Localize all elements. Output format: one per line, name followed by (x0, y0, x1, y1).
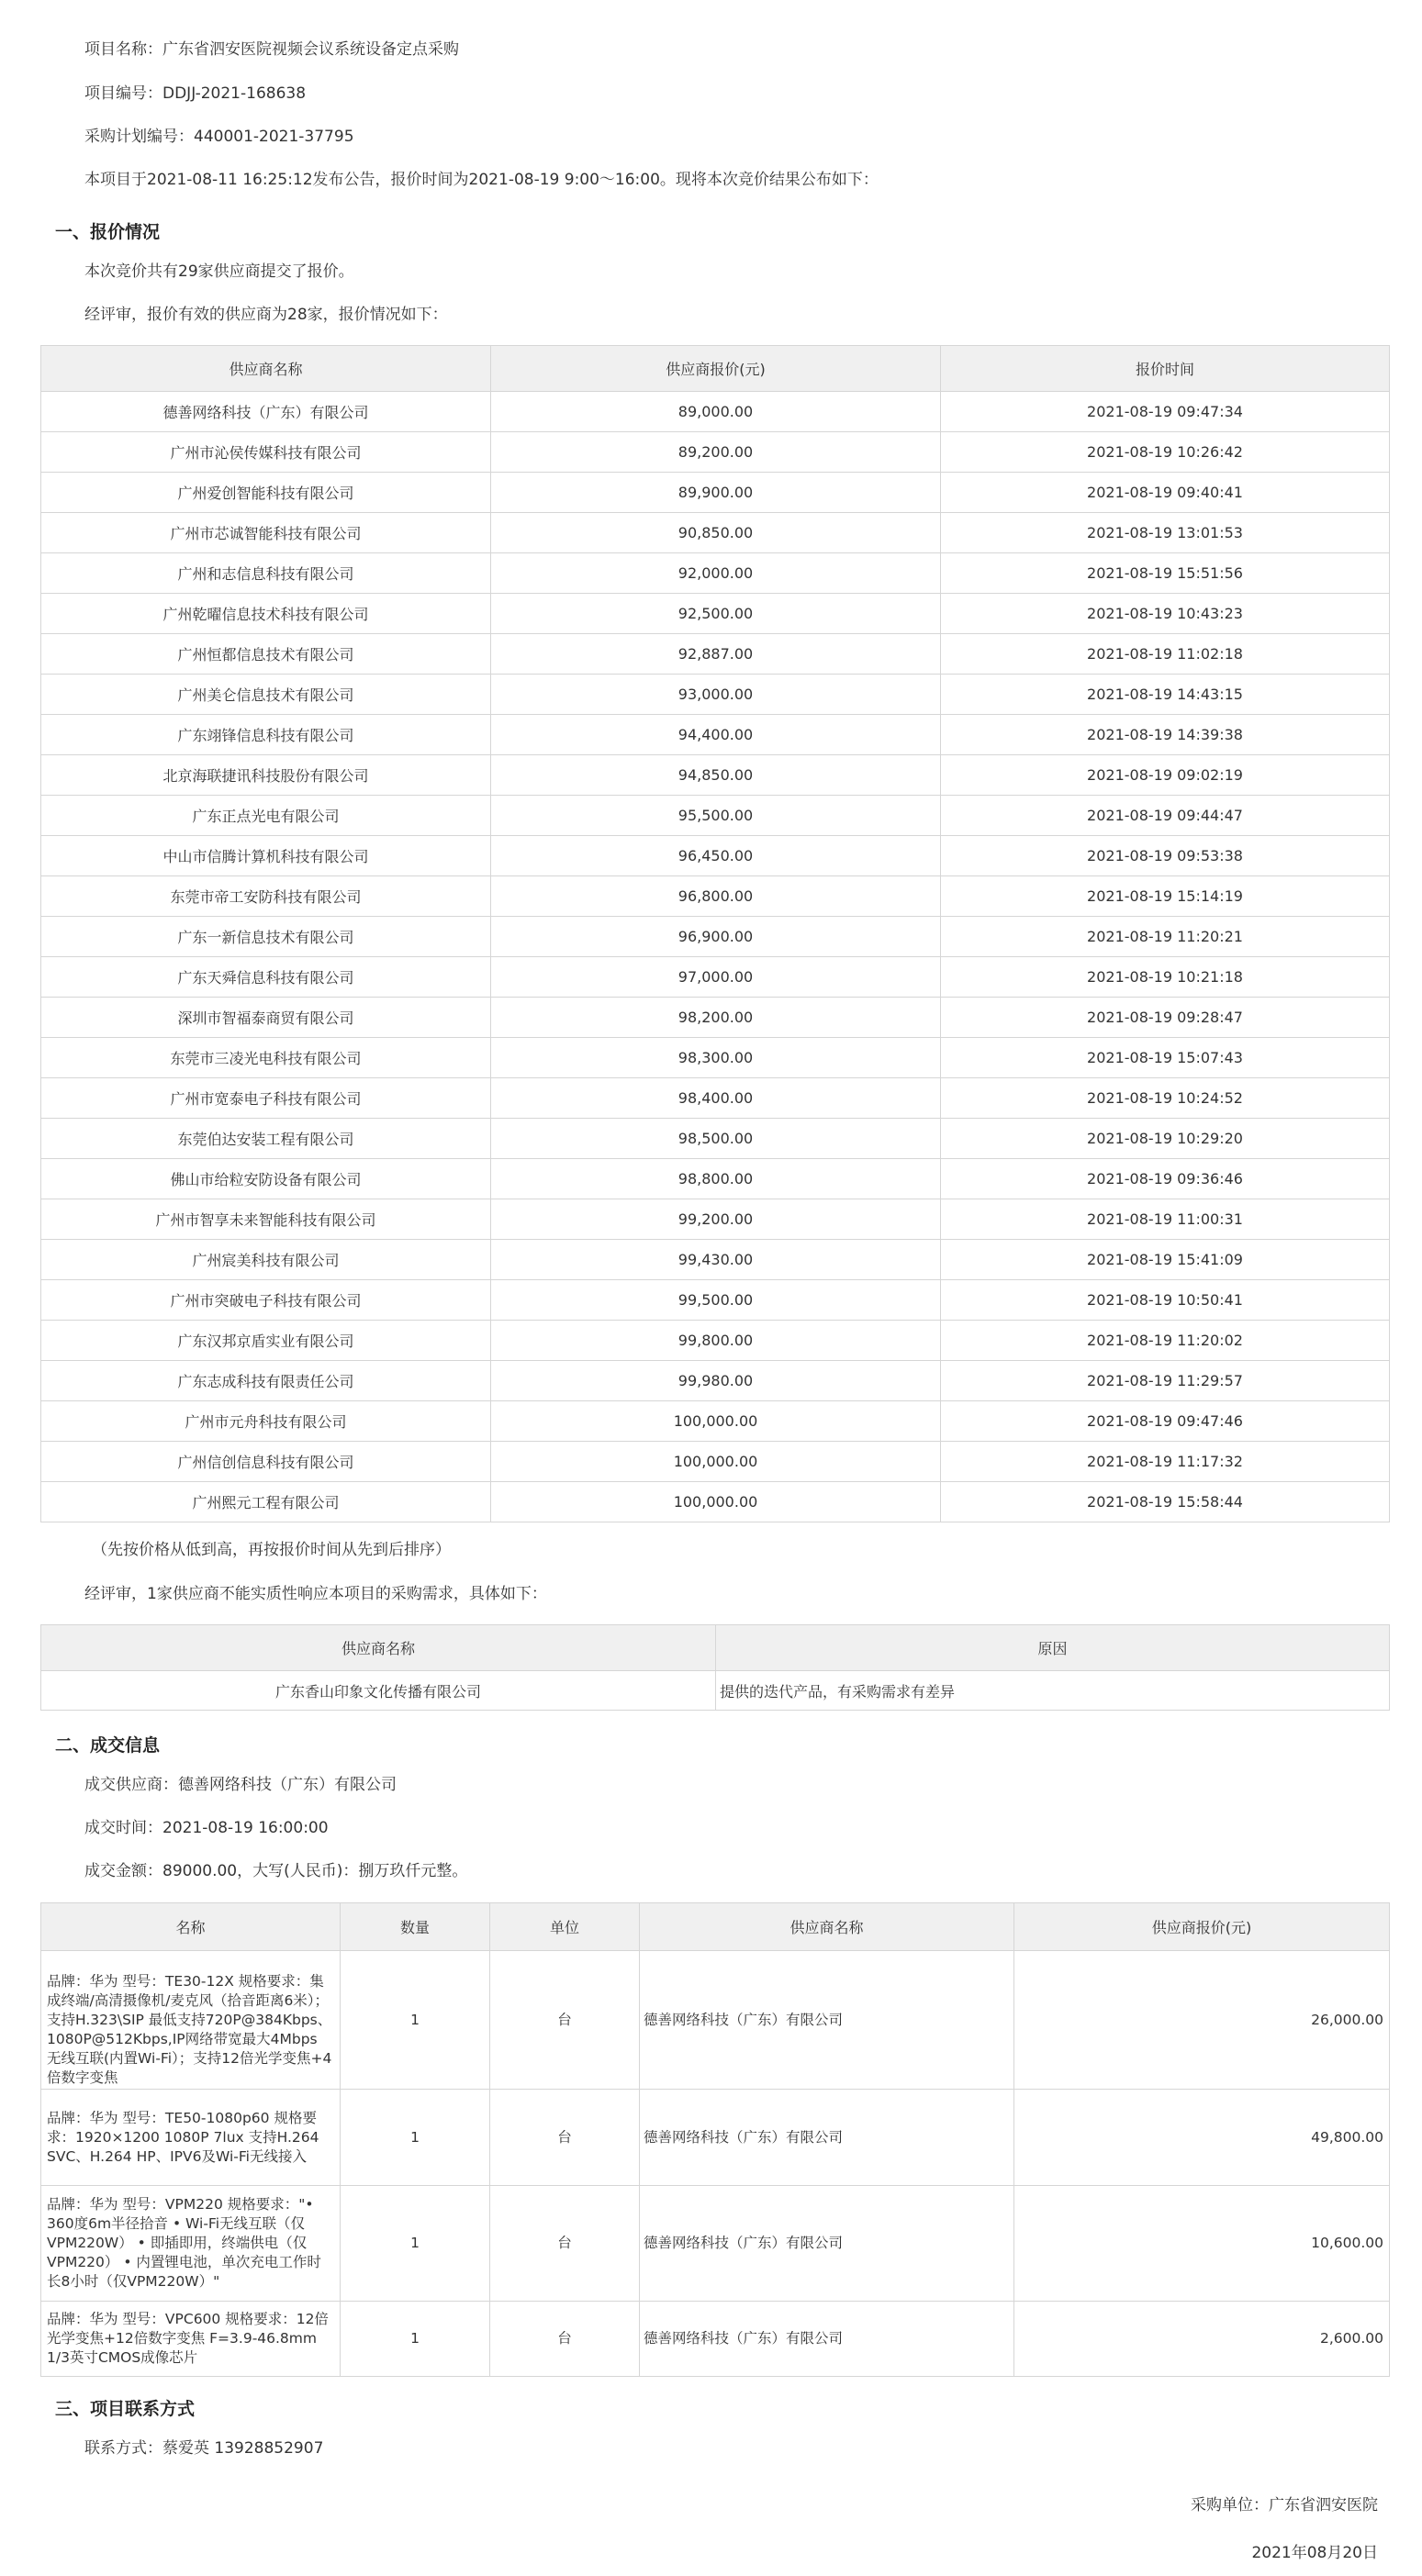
quote-price: 92,000.00 (491, 553, 941, 594)
quote-row (41, 1199, 1390, 1240)
quote-row (41, 917, 1390, 957)
quote-supplier-name: 广州信创信息科技有限公司 (41, 1442, 491, 1482)
quote-price: 96,900.00 (491, 917, 941, 957)
quote-time: 2021-08-19 10:24:52 (941, 1078, 1390, 1119)
quote-row (41, 675, 1390, 715)
deal-item-qty: 1 (341, 2302, 490, 2377)
quote-time: 2021-08-19 09:47:34 (941, 392, 1390, 432)
quote-time: 2021-08-19 15:41:09 (941, 1240, 1390, 1280)
header-reject-reason: 原因 (716, 1625, 1390, 1671)
quote-time: 2021-08-19 10:21:18 (941, 957, 1390, 998)
quote-supplier-name: 广州市元舟科技有限公司 (41, 1401, 491, 1442)
sort-note: （先按价格从低到高，再按报价时间从先到后排序） (92, 1541, 451, 1559)
header-reject-supplier: 供应商名称 (41, 1625, 716, 1671)
reject-intro: 经评审，1家供应商不能实质性响应本项目的采购需求，具体如下： (84, 1585, 547, 1603)
quote-supplier-name: 北京海联捷讯科技股份有限公司 (41, 755, 491, 796)
quote-time: 2021-08-19 15:07:43 (941, 1038, 1390, 1078)
quote-row (41, 998, 1390, 1038)
announcement-text: 本项目于2021-08-11 16:25:12发布公告，报价时间为2021-08-19 9:00～16:00。现将本次竞价结果公布如下： (84, 171, 879, 189)
quote-row (41, 1482, 1390, 1522)
quote-price: 98,500.00 (491, 1119, 941, 1159)
quote-time: 2021-08-19 09:02:19 (941, 755, 1390, 796)
quote-row (41, 392, 1390, 432)
quote-time: 2021-08-19 13:01:53 (941, 513, 1390, 553)
quote-row (41, 1159, 1390, 1199)
plan-number: 采购计划编号：440001-2021-37795 (84, 128, 354, 146)
quote-supplier-name: 德善网络科技（广东）有限公司 (41, 392, 491, 432)
deal-item-name: 品牌：华为 型号：VPM220 规格要求："• 360度6m半径拾音 • Wi-Fi无线互联（仅VPM220W） • 即插即用，终端供电（仅VPM220） • 内置锂电池，单次充电工作时长8小时（仅VPM220W）" (41, 2186, 341, 2302)
deal-item-unit: 台 (490, 2186, 640, 2302)
quote-price: 92,887.00 (491, 634, 941, 675)
footer-date: 2021年08月20日 (1251, 2544, 1378, 2562)
quote-time: 2021-08-19 11:00:31 (941, 1199, 1390, 1240)
quote-row (41, 876, 1390, 917)
section1-intro2: 经评审，报价有效的供应商为28家，报价情况如下： (84, 306, 448, 324)
deal-item-name: 品牌：华为 型号：VPC600 规格要求：12倍光学变焦+12倍数字变焦 F=3.9-46.8mm 1/3英寸CMOS成像芯片 (41, 2302, 341, 2377)
quote-time: 2021-08-19 10:43:23 (941, 594, 1390, 634)
deal-item-unit: 台 (490, 2302, 640, 2377)
quote-supplier-name: 广州宸美科技有限公司 (41, 1240, 491, 1280)
deal-supplier: 成交供应商：德善网络科技（广东）有限公司 (84, 1776, 397, 1794)
deal-time: 成交时间：2021-08-19 16:00:00 (84, 1819, 329, 1837)
quote-supplier-name: 广州美仑信息技术有限公司 (41, 675, 491, 715)
quote-price: 89,000.00 (491, 392, 941, 432)
quote-supplier-name: 东莞市帝工安防科技有限公司 (41, 876, 491, 917)
quote-supplier-name: 广州市芯诚智能科技有限公司 (41, 513, 491, 553)
quote-time: 2021-08-19 09:28:47 (941, 998, 1390, 1038)
quote-supplier-name: 广东翊锋信息科技有限公司 (41, 715, 491, 755)
project-name: 项目名称：广东省泗安医院视频会议系统设备定点采购 (84, 40, 459, 59)
quote-price: 100,000.00 (491, 1401, 941, 1442)
quote-supplier-name: 广州爱创智能科技有限公司 (41, 473, 491, 513)
quote-time: 2021-08-19 10:29:20 (941, 1119, 1390, 1159)
quote-time: 2021-08-19 15:51:56 (941, 553, 1390, 594)
quote-supplier-name: 东莞伯达安装工程有限公司 (41, 1119, 491, 1159)
deal-item-unit: 台 (490, 2090, 640, 2186)
quote-price: 90,850.00 (491, 513, 941, 553)
deal-item-price: 10,600.00 (1014, 2186, 1390, 2302)
quote-time: 2021-08-19 10:26:42 (941, 432, 1390, 473)
deal-item-supplier: 德善网络科技（广东）有限公司 (640, 2186, 1014, 2302)
deal-header-row (41, 1903, 1390, 1951)
quote-row (41, 1442, 1390, 1482)
quote-price: 99,430.00 (491, 1240, 941, 1280)
deal-item-qty: 1 (341, 2186, 490, 2302)
quote-supplier-name: 广州乾曜信息技术科技有限公司 (41, 594, 491, 634)
quote-price: 95,500.00 (491, 796, 941, 836)
quote-row (41, 553, 1390, 594)
quote-price: 98,800.00 (491, 1159, 941, 1199)
quote-row (41, 1401, 1390, 1442)
quote-price: 89,200.00 (491, 432, 941, 473)
deal-item-qty: 1 (341, 1951, 490, 2090)
deal-item-name-text: 品牌：华为 型号：TE30-12X 规格要求：集成终端/高清摄像机/麦克风（拾音距离6米）；支持H.323\SIP 最低支持720P@384Kbps、1080P@512Kbps,IP网络带宽最大4Mbps 无线互联(内置Wi-Fi）；支持12倍光学变焦+4倍数字变焦 (47, 1972, 332, 2086)
quote-row (41, 1321, 1390, 1361)
quote-time: 2021-08-19 15:14:19 (941, 876, 1390, 917)
quote-price: 96,800.00 (491, 876, 941, 917)
quote-row (41, 1280, 1390, 1321)
quotes-table (40, 345, 1390, 1522)
quote-price: 99,800.00 (491, 1321, 941, 1361)
quote-row (41, 513, 1390, 553)
deal-item-price: 2,600.00 (1014, 2302, 1390, 2377)
quote-time: 2021-08-19 11:20:21 (941, 917, 1390, 957)
quote-supplier-name: 广州市沁侯传媒科技有限公司 (41, 432, 491, 473)
quote-time: 2021-08-19 09:44:47 (941, 796, 1390, 836)
deal-table (40, 1902, 1390, 2377)
reject-supplier: 广东香山印象文化传播有限公司 (41, 1671, 716, 1711)
header-unit: 单位 (490, 1903, 640, 1951)
quote-supplier-name: 广州市宽泰电子科技有限公司 (41, 1078, 491, 1119)
quote-price: 99,500.00 (491, 1280, 941, 1321)
reject-header-row (41, 1625, 1390, 1671)
quote-row (41, 1240, 1390, 1280)
section2-title: 二、成交信息 (55, 1735, 161, 1756)
reject-row (41, 1671, 1390, 1711)
reject-table (40, 1624, 1390, 1711)
quotes-header-row (41, 346, 1390, 392)
quote-price: 100,000.00 (491, 1482, 941, 1522)
quote-price: 99,200.00 (491, 1199, 941, 1240)
quote-price: 89,900.00 (491, 473, 941, 513)
quote-time: 2021-08-19 14:39:38 (941, 715, 1390, 755)
quote-price: 98,200.00 (491, 998, 941, 1038)
purchaser: 采购单位：广东省泗安医院 (1191, 2496, 1378, 2515)
quote-supplier-name: 广州恒都信息技术有限公司 (41, 634, 491, 675)
deal-item-price: 26,000.00 (1014, 1951, 1390, 2090)
quote-supplier-name: 广东天舜信息科技有限公司 (41, 957, 491, 998)
deal-item-supplier: 德善网络科技（广东）有限公司 (640, 2090, 1014, 2186)
quote-price: 94,400.00 (491, 715, 941, 755)
quote-row (41, 634, 1390, 675)
quote-row (41, 1078, 1390, 1119)
quote-price: 93,000.00 (491, 675, 941, 715)
quote-supplier-name: 广州和志信息科技有限公司 (41, 553, 491, 594)
quote-row (41, 594, 1390, 634)
header-quote-time: 报价时间 (941, 346, 1390, 392)
quote-supplier-name: 深圳市智福泰商贸有限公司 (41, 998, 491, 1038)
deal-item-price: 49,800.00 (1014, 2090, 1390, 2186)
header-item-name: 名称 (41, 1903, 341, 1951)
quote-price: 97,000.00 (491, 957, 941, 998)
header-supplier-name: 供应商名称 (41, 346, 491, 392)
quote-supplier-name: 广州熙元工程有限公司 (41, 1482, 491, 1522)
header-quote-price: 供应商报价(元) (491, 346, 941, 392)
quote-row (41, 796, 1390, 836)
quotes-body (41, 392, 1390, 1522)
quote-supplier-name: 广东志成科技有限责任公司 (41, 1361, 491, 1401)
quote-time: 2021-08-19 09:47:46 (941, 1401, 1390, 1442)
section1-title: 一、报价情况 (55, 222, 161, 242)
deal-item-name: 品牌：华为 型号：TE50-1080p60 规格要求：1920×1200 1080P 7lux 支持H.264 SVC、H.264 HP、IPV6及Wi-Fi无线接入 (41, 2090, 341, 2186)
header-deal-supplier: 供应商名称 (640, 1903, 1014, 1951)
deal-row (41, 2090, 1390, 2186)
deal-row (41, 1951, 1390, 2090)
quote-supplier-name: 东莞市三凌光电科技有限公司 (41, 1038, 491, 1078)
quote-time: 2021-08-19 10:50:41 (941, 1280, 1390, 1321)
quote-supplier-name: 广州市突破电子科技有限公司 (41, 1280, 491, 1321)
quote-time: 2021-08-19 15:58:44 (941, 1482, 1390, 1522)
deal-item-qty: 1 (341, 2090, 490, 2186)
quote-supplier-name: 中山市信腾计算机科技有限公司 (41, 836, 491, 876)
deal-item-unit: 台 (490, 1951, 640, 2090)
quote-time: 2021-08-19 11:17:32 (941, 1442, 1390, 1482)
quote-price: 96,450.00 (491, 836, 941, 876)
section3-title: 三、项目联系方式 (55, 2399, 196, 2419)
quote-time: 2021-08-19 09:36:46 (941, 1159, 1390, 1199)
quote-row (41, 957, 1390, 998)
quote-supplier-name: 广东汉邦京盾实业有限公司 (41, 1321, 491, 1361)
quote-row (41, 755, 1390, 796)
quote-supplier-name: 广东正点光电有限公司 (41, 796, 491, 836)
quote-price: 98,300.00 (491, 1038, 941, 1078)
section1-intro1: 本次竞价共有29家供应商提交了报价。 (84, 262, 354, 281)
quote-row (41, 836, 1390, 876)
quote-time: 2021-08-19 11:29:57 (941, 1361, 1390, 1401)
deal-row (41, 2302, 1390, 2377)
quote-time: 2021-08-19 11:02:18 (941, 634, 1390, 675)
quote-row (41, 715, 1390, 755)
quote-row (41, 473, 1390, 513)
deal-item-name (41, 1951, 341, 2090)
quote-price: 92,500.00 (491, 594, 941, 634)
deal-item-supplier: 德善网络科技（广东）有限公司 (640, 1951, 1014, 2090)
quote-time: 2021-08-19 14:43:15 (941, 675, 1390, 715)
project-number: 项目编号：DDJJ-2021-168638 (84, 84, 307, 103)
quote-supplier-name: 广东一新信息技术有限公司 (41, 917, 491, 957)
contact-info: 联系方式：蔡爱英 13928852907 (84, 2439, 324, 2458)
quote-row (41, 1038, 1390, 1078)
quote-row (41, 1361, 1390, 1401)
header-qty: 数量 (341, 1903, 490, 1951)
quote-price: 100,000.00 (491, 1442, 941, 1482)
quote-supplier-name: 广州市智享未来智能科技有限公司 (41, 1199, 491, 1240)
quote-row (41, 1119, 1390, 1159)
quote-price: 99,980.00 (491, 1361, 941, 1401)
deal-row (41, 2186, 1390, 2302)
header-deal-price: 供应商报价(元) (1014, 1903, 1390, 1951)
reject-reason: 提供的迭代产品，有采购需求有差异 (716, 1671, 1390, 1711)
quote-supplier-name: 佛山市给粒安防设备有限公司 (41, 1159, 491, 1199)
quote-price: 94,850.00 (491, 755, 941, 796)
quote-price: 98,400.00 (491, 1078, 941, 1119)
quote-time: 2021-08-19 09:53:38 (941, 836, 1390, 876)
deal-amount: 成交金额：89000.00，大写(人民币)：捌万玖仟元整。 (84, 1862, 468, 1880)
deal-item-supplier: 德善网络科技（广东）有限公司 (640, 2302, 1014, 2377)
quote-time: 2021-08-19 09:40:41 (941, 473, 1390, 513)
quote-row (41, 432, 1390, 473)
quote-time: 2021-08-19 11:20:02 (941, 1321, 1390, 1361)
